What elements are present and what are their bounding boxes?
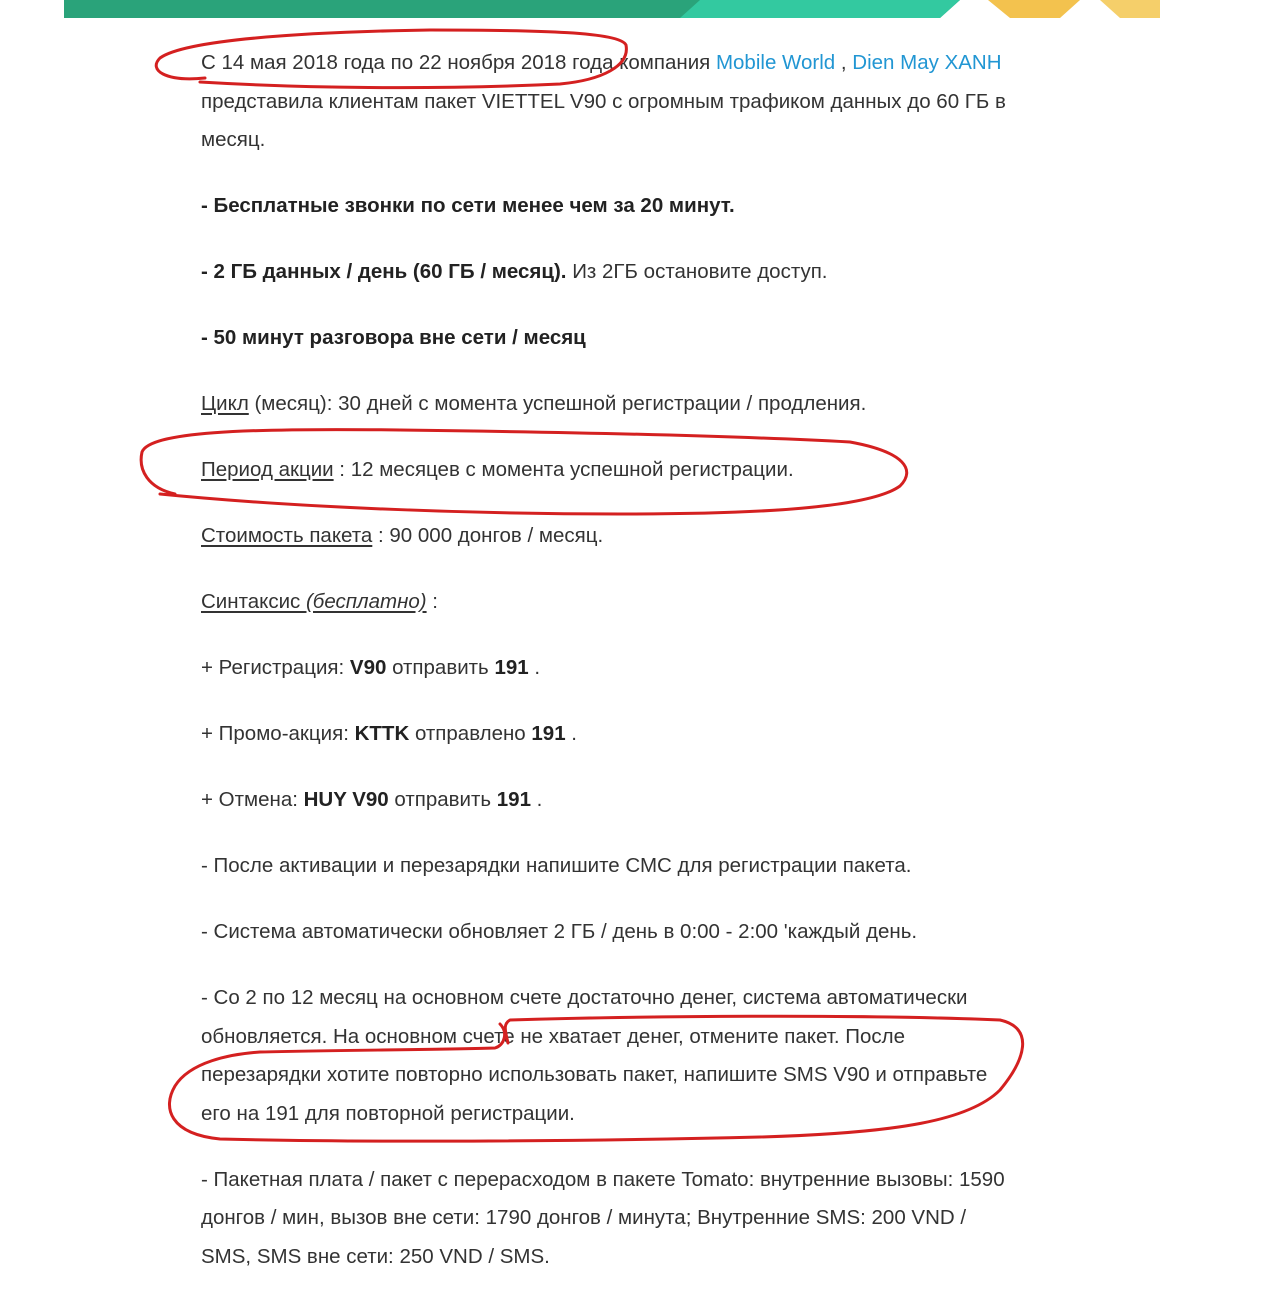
feature-data: - 2 ГБ данных / день (60 ГБ / месяц). Из 2ГБ остановите доступ. (201, 260, 828, 283)
cycle-line: Цикл (месяц): 30 дней с момента успешной регистрации / продления. (201, 392, 867, 415)
feature-offnet-minutes: - 50 минут разговора вне сети / месяц (201, 326, 586, 349)
cancel-command: + Отмена: HUY V90 отправить 191 . (201, 788, 543, 811)
banner-gold-shape (988, 0, 1080, 18)
promo-period-line: Период акции : 12 месяцев с момента успешной регистрации. (201, 458, 794, 481)
header-banner (0, 0, 1280, 20)
intro-paragraph: С 14 мая 2018 года по 22 ноября 2018 года компания Mobile World , Dien May XANH представила клиентам пакет VIETTEL V90 с огромным трафиком данных до 60 ГБ в месяц. (201, 51, 1006, 151)
banner-teal-band (680, 0, 960, 18)
syntax-line: Синтаксис (бесплатно) : (201, 590, 438, 613)
note-renewal-balance: - Со 2 по 12 месяц на основном счете достаточно денег, система автоматически обновляется. На основном счете не хватает денег, отмените пакет. После перезарядки хотите повторно использовать пакет, напишите SMS V90 и отправьте его на 191 для повторной регистрации. (201, 986, 988, 1125)
cost-line: Стоимость пакета : 90 000 донгов / месяц. (201, 524, 604, 547)
dien-may-xanh-link[interactable]: Dien May XANH (852, 51, 1002, 74)
register-command: + Регистрация: V90 отправить 191 . (201, 656, 541, 679)
article-body (201, 44, 1021, 1304)
mobile-world-link[interactable]: Mobile World (715, 51, 836, 74)
promo-command: + Промо-акция: KTTK отправлено 191 . (201, 722, 578, 745)
note-activation: - После активации и перезарядки напишите СМС для регистрации пакета. (201, 854, 912, 877)
note-overage-rates: - Пакетная плата / пакет с перерасходом в пакете Tomato: внутренние вызовы: 1590 донгов / мин, вызов вне сети: 1790 донгов / минута; Внутренние SMS: 200 VND / SMS, SMS вне сети: 250 VND / SMS. (201, 1167, 1005, 1268)
banner-gold-shape-2 (1100, 0, 1160, 18)
feature-free-calls: - Бесплатные звонки по сети менее чем за 20 минут. (201, 194, 735, 217)
note-auto-renew-time: - Система автоматически обновляет 2 ГБ / день в 0:00 - 2:00 'каждый день. (201, 920, 918, 943)
